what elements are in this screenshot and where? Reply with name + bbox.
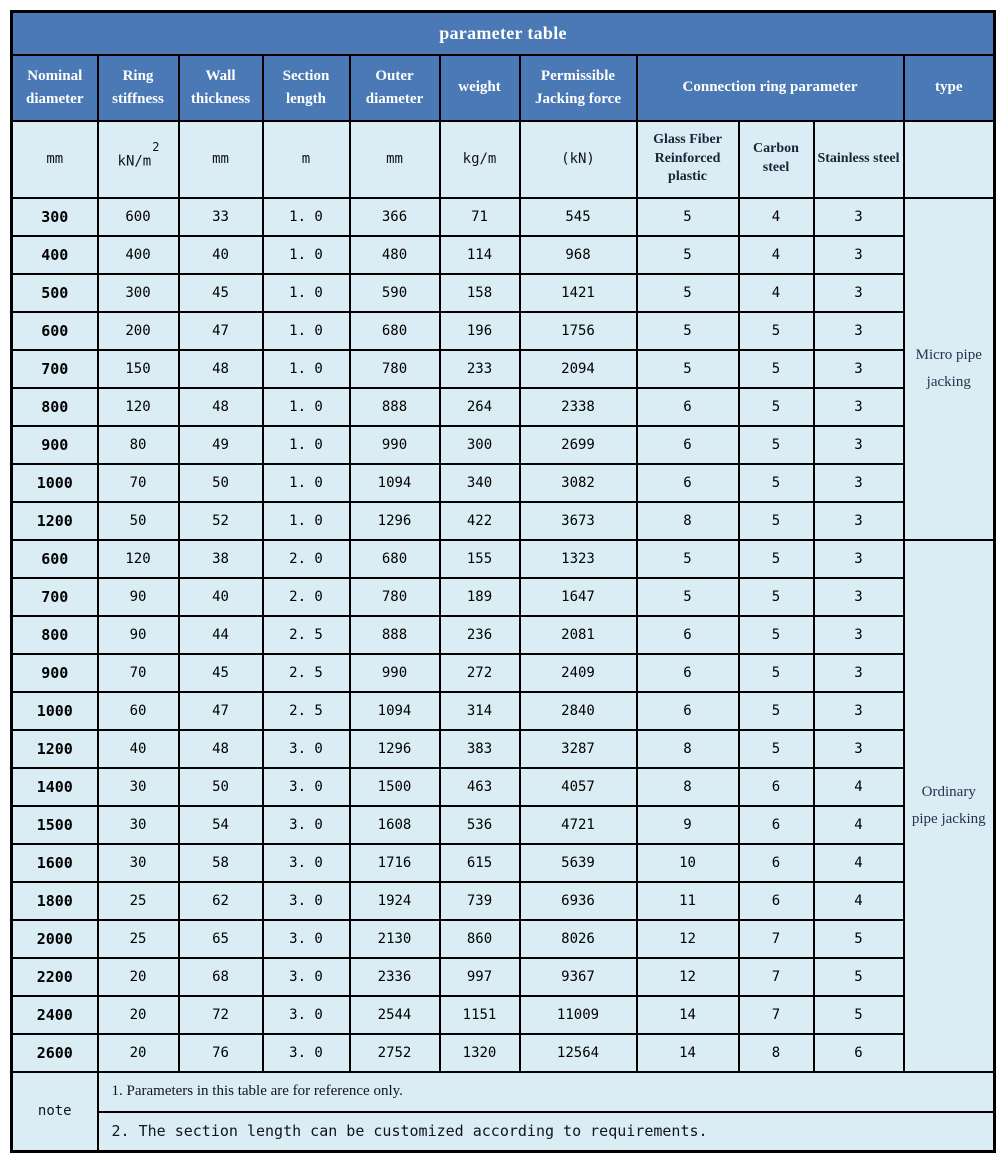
value-cell: 780 [350, 350, 440, 388]
data-row-15 [12, 730, 995, 768]
header-nominal-diameter: Nominal diameter [12, 55, 98, 121]
data-row-9 [12, 502, 995, 540]
value-cell: 3082 [520, 464, 637, 502]
value-cell: 5 [739, 692, 814, 730]
value-cell: 780 [350, 578, 440, 616]
value-cell: 2. 0 [263, 578, 350, 616]
value-cell: 10 [637, 844, 739, 882]
data-row-1 [12, 198, 995, 236]
value-cell: 158 [440, 274, 520, 312]
value-cell: 888 [350, 388, 440, 426]
header-permissible-jacking-force: Permissible Jacking force [520, 55, 637, 121]
value-cell: 58 [179, 844, 263, 882]
value-cell: 2. 5 [263, 692, 350, 730]
table-title: parameter table [12, 12, 995, 55]
value-cell: 680 [350, 540, 440, 578]
value-cell: 1. 0 [263, 198, 350, 236]
subheader-stainless-steel: Stainless steel [814, 121, 904, 198]
value-cell: 2130 [350, 920, 440, 958]
value-cell: 72 [179, 996, 263, 1034]
value-cell: 990 [350, 426, 440, 464]
value-cell: 2752 [350, 1034, 440, 1072]
value-cell: 3 [814, 578, 904, 616]
data-row-7 [12, 426, 995, 464]
header-row [12, 55, 995, 121]
value-cell: 1756 [520, 312, 637, 350]
header-connection-ring-parameter: Connection ring parameter [637, 55, 904, 121]
nominal-diameter-cell: 500 [12, 274, 98, 312]
value-cell: 25 [98, 920, 179, 958]
nominal-diameter-cell: 2000 [12, 920, 98, 958]
value-cell: 189 [440, 578, 520, 616]
value-cell: 236 [440, 616, 520, 654]
value-cell: 4057 [520, 768, 637, 806]
value-cell: 70 [98, 654, 179, 692]
unit-section-length [263, 121, 350, 198]
value-cell: 536 [440, 806, 520, 844]
title-row [12, 12, 995, 55]
value-cell: 3. 0 [263, 768, 350, 806]
value-cell: 1. 0 [263, 236, 350, 274]
value-cell: 4 [739, 198, 814, 236]
value-cell: 12 [637, 958, 739, 996]
value-cell: 49 [179, 426, 263, 464]
value-cell: 615 [440, 844, 520, 882]
value-cell: 25 [98, 882, 179, 920]
data-row-20 [12, 920, 995, 958]
value-cell: 2840 [520, 692, 637, 730]
data-row-19 [12, 882, 995, 920]
value-cell: 40 [179, 578, 263, 616]
data-row-3 [12, 274, 995, 312]
value-cell: 14 [637, 1034, 739, 1072]
value-cell: 33 [179, 198, 263, 236]
value-cell: 7 [739, 958, 814, 996]
value-cell: 1. 0 [263, 388, 350, 426]
value-cell: 6 [739, 844, 814, 882]
value-cell: 12 [637, 920, 739, 958]
value-cell: 5 [739, 654, 814, 692]
value-cell: 888 [350, 616, 440, 654]
note-line-2: 2. The section length can be customized according to requirements. [98, 1112, 995, 1152]
value-cell: 5 [739, 730, 814, 768]
value-cell: 990 [350, 654, 440, 692]
value-cell: 5 [637, 312, 739, 350]
data-rows [12, 198, 995, 1072]
data-row-4 [12, 312, 995, 350]
value-cell: 5 [739, 502, 814, 540]
value-cell: 2338 [520, 388, 637, 426]
value-cell: 71 [440, 198, 520, 236]
value-cell: 6936 [520, 882, 637, 920]
nominal-diameter-cell: 2200 [12, 958, 98, 996]
value-cell: 1. 0 [263, 464, 350, 502]
unit-weight [440, 121, 520, 198]
value-cell: 3. 0 [263, 996, 350, 1034]
value-cell: 4 [739, 274, 814, 312]
value-cell: 600 [98, 198, 179, 236]
unit-outer-diameter [350, 121, 440, 198]
data-row-22 [12, 996, 995, 1034]
value-cell: 2409 [520, 654, 637, 692]
value-cell: 8 [637, 768, 739, 806]
nominal-diameter-cell: 900 [12, 654, 98, 692]
value-cell: 7 [739, 920, 814, 958]
value-cell: 3 [814, 198, 904, 236]
value-cell: 1716 [350, 844, 440, 882]
note-line-1: 1. Parameters in this table are for reference only. [98, 1072, 995, 1112]
data-row-16 [12, 768, 995, 806]
nominal-diameter-cell: 1800 [12, 882, 98, 920]
value-cell: 47 [179, 692, 263, 730]
value-cell: 300 [98, 274, 179, 312]
value-cell: 5 [739, 312, 814, 350]
nominal-diameter-cell: 400 [12, 236, 98, 274]
nominal-diameter-cell: 1200 [12, 730, 98, 768]
nominal-diameter-cell: 600 [12, 540, 98, 578]
value-cell: 3. 0 [263, 920, 350, 958]
value-cell: 8026 [520, 920, 637, 958]
value-cell: 6 [637, 388, 739, 426]
value-cell: 3287 [520, 730, 637, 768]
value-cell: 11009 [520, 996, 637, 1034]
nominal-diameter-cell: 1400 [12, 768, 98, 806]
value-cell: 314 [440, 692, 520, 730]
value-cell: 3 [814, 616, 904, 654]
value-cell: 3 [814, 312, 904, 350]
nominal-diameter-cell: 1200 [12, 502, 98, 540]
value-cell: 6 [637, 616, 739, 654]
value-cell: 8 [637, 730, 739, 768]
data-row-18 [12, 844, 995, 882]
value-cell: 422 [440, 502, 520, 540]
value-cell: 90 [98, 616, 179, 654]
data-row-12 [12, 616, 995, 654]
value-cell: 3 [814, 502, 904, 540]
nominal-diameter-cell: 1600 [12, 844, 98, 882]
value-cell: 997 [440, 958, 520, 996]
value-cell: 1151 [440, 996, 520, 1034]
value-cell: 2336 [350, 958, 440, 996]
unit-text: (kN) [561, 151, 595, 167]
header-type: type [904, 55, 995, 121]
value-cell: 400 [98, 236, 179, 274]
value-cell: 3 [814, 236, 904, 274]
value-cell: 48 [179, 350, 263, 388]
note-section [12, 1072, 995, 1152]
parameter-table [10, 10, 996, 1153]
value-cell: 70 [98, 464, 179, 502]
value-cell: 4721 [520, 806, 637, 844]
nominal-diameter-cell: 1000 [12, 464, 98, 502]
value-cell: 3673 [520, 502, 637, 540]
value-cell: 1608 [350, 806, 440, 844]
nominal-diameter-cell: 900 [12, 426, 98, 464]
value-cell: 40 [98, 730, 179, 768]
value-cell: 2544 [350, 996, 440, 1034]
header-ring-stiffness: Ring stiffness [98, 55, 179, 121]
value-cell: 480 [350, 236, 440, 274]
value-cell: 2. 0 [263, 540, 350, 578]
value-cell: 3. 0 [263, 1034, 350, 1072]
value-cell: 1. 0 [263, 312, 350, 350]
subheader-glass-fiber-reinforced-plastic: Glass Fiber Reinforced plastic [637, 121, 739, 198]
value-cell: 5 [637, 236, 739, 274]
value-cell: 1. 0 [263, 274, 350, 312]
value-cell: 5 [637, 350, 739, 388]
data-row-13 [12, 654, 995, 692]
value-cell: 968 [520, 236, 637, 274]
value-cell: 1647 [520, 578, 637, 616]
value-cell: 5 [637, 540, 739, 578]
value-cell: 5 [739, 388, 814, 426]
value-cell: 1. 0 [263, 502, 350, 540]
value-cell: 20 [98, 958, 179, 996]
unit-superscript: 2 [152, 139, 160, 154]
value-cell: 5 [814, 996, 904, 1034]
value-cell: 3. 0 [263, 730, 350, 768]
value-cell: 1094 [350, 464, 440, 502]
value-cell: 3 [814, 730, 904, 768]
unit-permissible-jacking-force [520, 121, 637, 198]
value-cell: 3. 0 [263, 844, 350, 882]
value-cell: 45 [179, 274, 263, 312]
value-cell: 50 [179, 768, 263, 806]
value-cell: 272 [440, 654, 520, 692]
value-cell: 150 [98, 350, 179, 388]
value-cell: 2699 [520, 426, 637, 464]
value-cell: 50 [179, 464, 263, 502]
unit-ring-stiffness [98, 121, 179, 198]
value-cell: 6 [637, 426, 739, 464]
value-cell: 45 [179, 654, 263, 692]
unit-text: m [301, 151, 311, 167]
value-cell: 3 [814, 692, 904, 730]
value-cell: 8 [637, 502, 739, 540]
data-row-8 [12, 464, 995, 502]
value-cell: 6 [637, 654, 739, 692]
data-row-6 [12, 388, 995, 426]
value-cell: 7 [739, 996, 814, 1034]
value-cell: 38 [179, 540, 263, 578]
value-cell: 8 [739, 1034, 814, 1072]
value-cell: 3 [814, 426, 904, 464]
value-cell: 6 [739, 806, 814, 844]
nominal-diameter-cell: 700 [12, 578, 98, 616]
nominal-diameter-cell: 600 [12, 312, 98, 350]
value-cell: 3 [814, 388, 904, 426]
value-cell: 1924 [350, 882, 440, 920]
unit-text: mm [386, 151, 403, 167]
value-cell: 2. 5 [263, 654, 350, 692]
value-cell: 68 [179, 958, 263, 996]
value-cell: 5 [814, 920, 904, 958]
value-cell: 9367 [520, 958, 637, 996]
note-row-2 [12, 1112, 995, 1152]
value-cell: 5 [814, 958, 904, 996]
nominal-diameter-cell: 700 [12, 350, 98, 388]
value-cell: 5 [739, 426, 814, 464]
unit-text: kN/m [117, 153, 152, 170]
value-cell: 114 [440, 236, 520, 274]
value-cell: 545 [520, 198, 637, 236]
value-cell: 50 [98, 502, 179, 540]
value-cell: 5 [637, 578, 739, 616]
value-cell: 9 [637, 806, 739, 844]
nominal-diameter-cell: 800 [12, 616, 98, 654]
unit-wall-thickness [179, 121, 263, 198]
value-cell: 5 [739, 350, 814, 388]
type-column-spacer [904, 121, 995, 198]
value-cell: 1296 [350, 502, 440, 540]
value-cell: 60 [98, 692, 179, 730]
value-cell: 1421 [520, 274, 637, 312]
value-cell: 65 [179, 920, 263, 958]
value-cell: 5 [739, 540, 814, 578]
value-cell: 5639 [520, 844, 637, 882]
unit-text: mm [212, 151, 229, 167]
data-row-11 [12, 578, 995, 616]
value-cell: 54 [179, 806, 263, 844]
value-cell: 1296 [350, 730, 440, 768]
note-label: note [12, 1072, 98, 1152]
value-cell: 6 [637, 464, 739, 502]
value-cell: 590 [350, 274, 440, 312]
value-cell: 383 [440, 730, 520, 768]
value-cell: 5 [739, 578, 814, 616]
value-cell: 5 [739, 616, 814, 654]
value-cell: 2. 5 [263, 616, 350, 654]
value-cell: 76 [179, 1034, 263, 1072]
value-cell: 2081 [520, 616, 637, 654]
value-cell: 366 [350, 198, 440, 236]
nominal-diameter-cell: 1000 [12, 692, 98, 730]
value-cell: 6 [739, 768, 814, 806]
value-cell: 6 [739, 882, 814, 920]
value-cell: 3 [814, 274, 904, 312]
value-cell: 120 [98, 388, 179, 426]
value-cell: 1. 0 [263, 426, 350, 464]
value-cell: 14 [637, 996, 739, 1034]
value-cell: 1500 [350, 768, 440, 806]
value-cell: 4 [814, 882, 904, 920]
value-cell: 1320 [440, 1034, 520, 1072]
value-cell: 120 [98, 540, 179, 578]
value-cell: 11 [637, 882, 739, 920]
unit-nominal-diameter [12, 121, 98, 198]
value-cell: 264 [440, 388, 520, 426]
nominal-diameter-cell: 300 [12, 198, 98, 236]
value-cell: 2094 [520, 350, 637, 388]
value-cell: 30 [98, 844, 179, 882]
value-cell: 3. 0 [263, 958, 350, 996]
value-cell: 3. 0 [263, 882, 350, 920]
data-row-14 [12, 692, 995, 730]
value-cell: 1. 0 [263, 350, 350, 388]
nominal-diameter-cell: 2600 [12, 1034, 98, 1072]
nominal-diameter-cell: 2400 [12, 996, 98, 1034]
value-cell: 30 [98, 806, 179, 844]
data-row-5 [12, 350, 995, 388]
value-cell: 48 [179, 730, 263, 768]
value-cell: 5 [739, 464, 814, 502]
value-cell: 3 [814, 464, 904, 502]
unit-row [12, 121, 995, 198]
type-group-ordinary-pipe-jacking: Ordinary pipe jacking [904, 540, 995, 1072]
note-row-1 [12, 1072, 995, 1112]
nominal-diameter-cell: 800 [12, 388, 98, 426]
value-cell: 3 [814, 350, 904, 388]
data-row-10 [12, 540, 995, 578]
data-row-21 [12, 958, 995, 996]
unit-text: kg/m [462, 151, 497, 167]
value-cell: 155 [440, 540, 520, 578]
value-cell: 3. 0 [263, 806, 350, 844]
value-cell: 200 [98, 312, 179, 350]
value-cell: 47 [179, 312, 263, 350]
value-cell: 300 [440, 426, 520, 464]
value-cell: 20 [98, 996, 179, 1034]
value-cell: 1323 [520, 540, 637, 578]
header-wall-thickness: Wall thickness [179, 55, 263, 121]
value-cell: 80 [98, 426, 179, 464]
value-cell: 4 [814, 768, 904, 806]
header-outer-diameter: Outer diameter [350, 55, 440, 121]
value-cell: 1094 [350, 692, 440, 730]
value-cell: 463 [440, 768, 520, 806]
unit-text: mm [46, 151, 64, 167]
value-cell: 233 [440, 350, 520, 388]
value-cell: 196 [440, 312, 520, 350]
value-cell: 12564 [520, 1034, 637, 1072]
value-cell: 3 [814, 540, 904, 578]
value-cell: 48 [179, 388, 263, 426]
value-cell: 44 [179, 616, 263, 654]
value-cell: 40 [179, 236, 263, 274]
value-cell: 340 [440, 464, 520, 502]
value-cell: 4 [814, 844, 904, 882]
value-cell: 62 [179, 882, 263, 920]
value-cell: 860 [440, 920, 520, 958]
value-cell: 90 [98, 578, 179, 616]
subheader-carbon-steel: Carbon steel [739, 121, 814, 198]
data-row-2 [12, 236, 995, 274]
value-cell: 4 [814, 806, 904, 844]
header-section-length: Section length [263, 55, 350, 121]
type-group-micro-pipe-jacking: Micro pipe jacking [904, 198, 995, 540]
header-weight: weight [440, 55, 520, 121]
nominal-diameter-cell: 1500 [12, 806, 98, 844]
value-cell: 52 [179, 502, 263, 540]
value-cell: 4 [739, 236, 814, 274]
data-row-23 [12, 1034, 995, 1072]
value-cell: 680 [350, 312, 440, 350]
value-cell: 6 [637, 692, 739, 730]
value-cell: 739 [440, 882, 520, 920]
value-cell: 3 [814, 654, 904, 692]
value-cell: 5 [637, 274, 739, 312]
value-cell: 20 [98, 1034, 179, 1072]
value-cell: 6 [814, 1034, 904, 1072]
data-row-17 [12, 806, 995, 844]
value-cell: 5 [637, 198, 739, 236]
value-cell: 30 [98, 768, 179, 806]
